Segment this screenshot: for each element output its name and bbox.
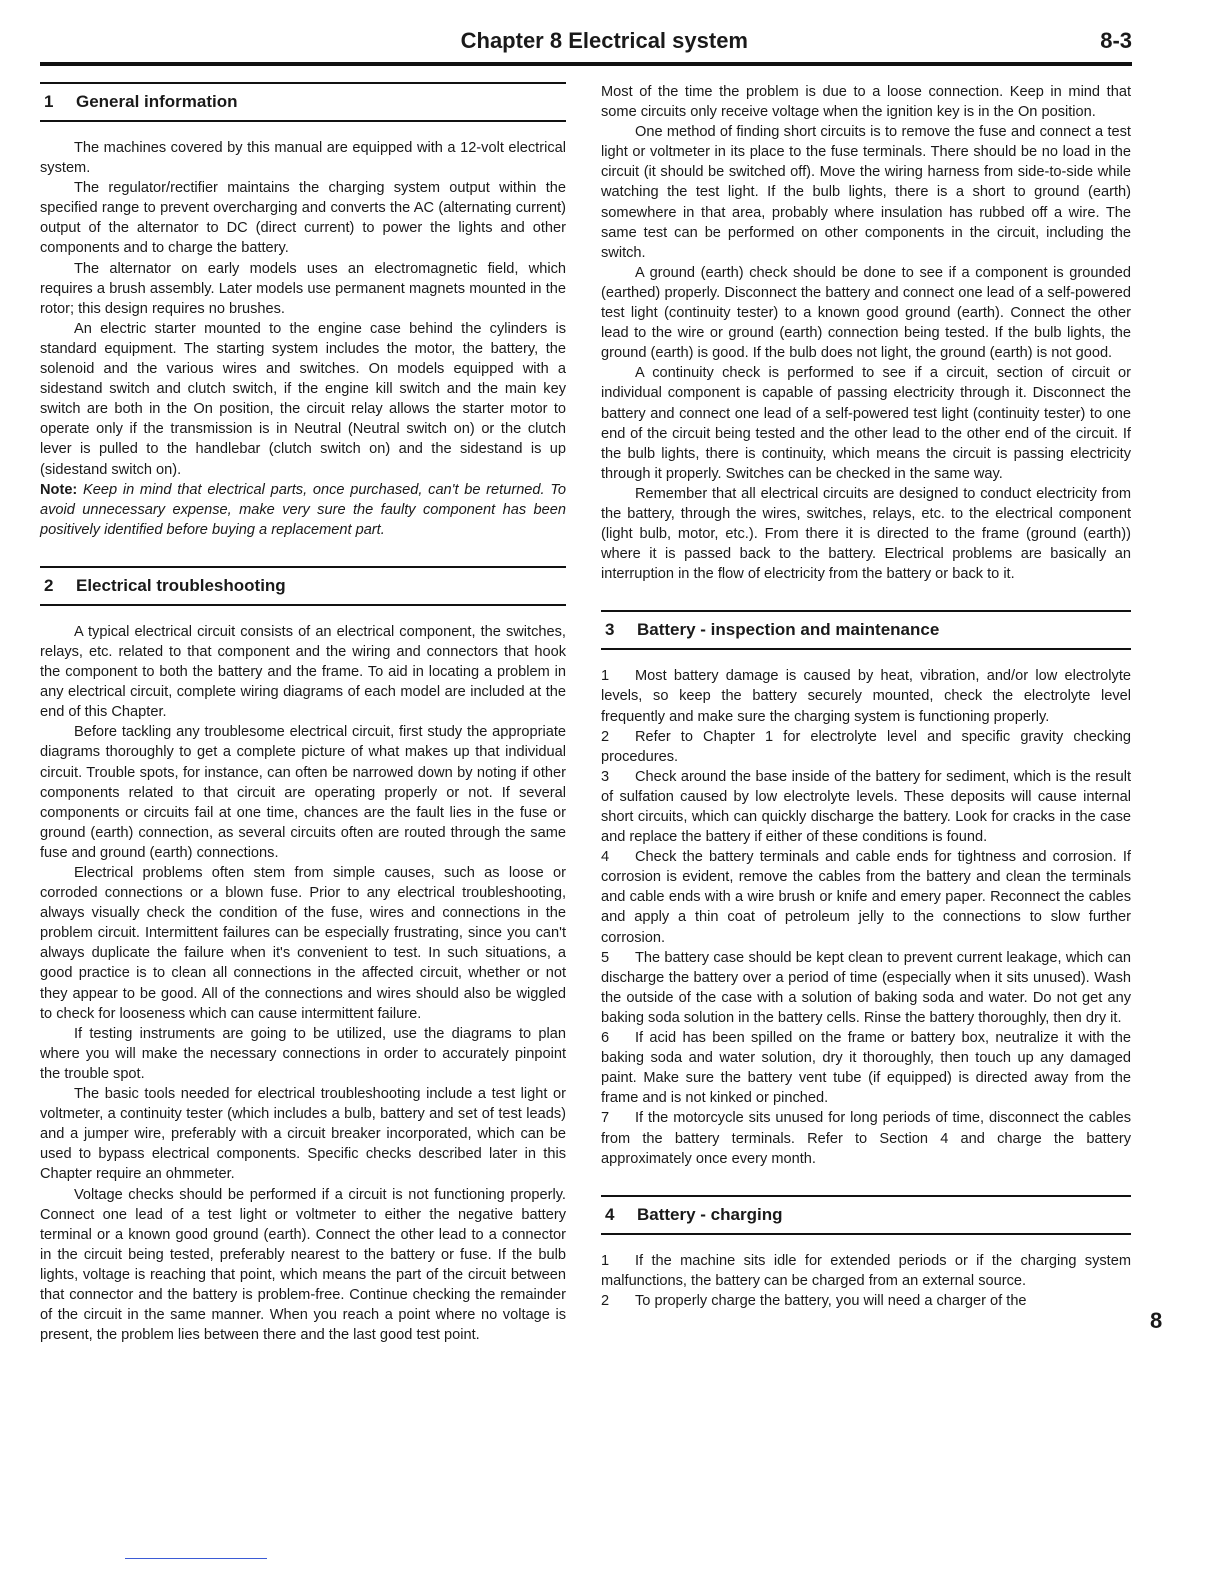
step-number: 6 — [601, 1030, 610, 1047]
note — [40, 480, 566, 540]
step — [601, 847, 1131, 947]
section-4 — [601, 1195, 1131, 1311]
step — [601, 1028, 1131, 1108]
section-title: Battery - inspection and maintenance — [637, 620, 940, 640]
paragraph: Voltage checks should be performed if a circuit is not functioning properly. Connect one lead of a test light or voltmeter to either the negative battery terminal or a known good ground (earth). Connect the other lead to a connector in the circuit being tested, preferably nearest to the battery or fuse. If the bulb lights, voltage is reaching that point, which means the part of the circuit between that connector and the battery is problem-free. Continue checking the remainder of the circuit in the same manner. When you reach a point where no voltage is present, the problem lies between there and the last good test point. — [40, 1186, 566, 1344]
chapter-title: Chapter 8 Electrical system — [460, 28, 748, 53]
step-number: 2 — [601, 728, 610, 745]
header-rule — [40, 62, 1132, 66]
section-number: 2 — [44, 575, 54, 595]
step-text: Most battery damage is caused by heat, vibration, and/or low electrolyte levels, so keep the battery securely mounted, check the electrolyte level frequently and make sure the charging system is functioning properly. — [601, 668, 1131, 725]
paragraph: The machines covered by this manual are equipped with a 12-volt electrical system. — [40, 140, 566, 177]
page-header — [40, 26, 1132, 56]
step-text: The battery case should be kept clean to prevent current leakage, which can discharge the battery over a period of time (especially when it sits unused). Wash the outside of the case with a solution of baking soda and water. Do not get any baking soda solution in the battery cells. Rinse the battery thoroughly, then dry it. — [601, 949, 1131, 1026]
paragraph: Remember that all electrical circuits are designed to conduct electricity from the battery, through the wires, switches, relays, etc. to the electrical component (light bulb, motor, etc.). From there it is directed to the frame (ground (earth)) where it is passed back to the battery. Electrical problems are basically an interruption in the flow of electricity from the battery or back to it. — [601, 485, 1131, 583]
section-title: Battery - charging — [637, 1204, 783, 1224]
step — [601, 948, 1131, 1028]
section-3-heading — [601, 610, 1131, 650]
paragraph: A continuity check is performed to see if a circuit, section of circuit or individual component is capable of passing electricity through it. Disconnect the battery and connect one lead of a self-powered test light (continuity tester) to one end of the circuit being tested and the other lead to the other end of the circuit. If the bulb lights, there is continuity, which means the circuit is passing electricity through it properly. Switches can be checked in the same way. — [601, 365, 1131, 482]
step — [601, 1108, 1131, 1168]
section-number: 1 — [44, 92, 54, 111]
step — [601, 1291, 1131, 1311]
section-title: General information — [76, 92, 238, 111]
paragraph: Electrical problems often stem from simple causes, such as loose or corroded connections or a blown fuse. Prior to any electrical troubleshooting, always visually check the condition of the fuse, wires and connections in the problem circuit. Intermittent failures can be especially frustrating, since you can't always duplicate the failure when it's convenient to test. In such situations, a good practice is to clean all connections in the affected circuit, whether or not they appear to be good. All of the connections and wires should also be wiggled to check for looseness which can cause intermittent failure. — [40, 865, 566, 1022]
step-text: Check around the base inside of the battery for sediment, which is the result of sulfation caused by low electrolyte levels. These deposits will cause internal short circuits, which can quickly discharge the battery. Look for cracks in the case and replace the battery if either of these conditions is found. — [601, 768, 1131, 846]
section-number: 4 — [605, 1204, 615, 1224]
step — [601, 767, 1131, 847]
step-number: 2 — [601, 1292, 610, 1309]
step — [601, 727, 1131, 767]
section-2-heading — [40, 566, 566, 606]
section-4-heading — [601, 1195, 1131, 1235]
step — [601, 666, 1131, 726]
section-2 — [40, 566, 566, 1345]
step-number: 7 — [601, 1110, 610, 1127]
paragraph: Most of the time the problem is due to a loose connection. Keep in mind that some circuits only receive voltage when the ignition key is in the On position. — [601, 84, 1131, 121]
paragraph: A ground (earth) check should be done to see if a component is grounded (earthed) properly. Disconnect the battery and connect one lead of a self-powered test light (continuity tester) to a known good ground (earth). Connect the other lead to the wire or ground (earth) connection being tested. If the bulb lights, the ground (earth) is good. If the bulb does not light, the ground (earth) is not good. — [601, 264, 1131, 362]
section-title: Electrical troubleshooting — [76, 575, 286, 595]
paragraph: The regulator/rectifier maintains the charging system output within the specified range to prevent overcharging and converts the AC (alternating current) output of the alternator to DC (direct current) to power the lights and other components and to charge the battery. — [40, 180, 566, 257]
paragraph: A typical electrical circuit consists of an electrical component, the switches, relays, etc. related to that component and the wiring and connectors that hook the component to both the battery and the frame. To aid in locating a problem in any electrical circuit, complete wiring diagrams of each model are included at the end of this Chapter. — [40, 623, 566, 721]
step-text: If the motorcycle sits unused for long periods of time, disconnect the cables from the battery terminals. Refer to Section 4 and charge the battery approximately once every month. — [601, 1110, 1131, 1167]
section-3 — [601, 610, 1131, 1168]
step-number: 1 — [601, 668, 610, 685]
step-text: If the machine sits idle for extended periods or if the charging system malfunctions, the battery can be charged from an external source. — [601, 1252, 1131, 1289]
section-number: 3 — [605, 620, 615, 640]
right-column — [601, 82, 1131, 1311]
page-number: 8-3 — [1100, 28, 1132, 53]
step-number: 5 — [601, 949, 610, 966]
step-text: To properly charge the battery, you will need a charger of the — [635, 1292, 1027, 1309]
paragraph: If testing instruments are going to be utilized, use the diagrams to plan where you will make the necessary connections in order to accurately pinpoint the trouble spot. — [40, 1025, 566, 1082]
chapter-tab-marker: 8 — [1150, 1308, 1163, 1333]
left-column — [40, 82, 566, 1345]
step-text: If acid has been spilled on the frame or battery box, neutralize it with the baking soda and water solution, dry it thoroughly, then touch up any damaged paint. Make sure the battery vent tube (if equipped) is directed away from the frame and is not kinked or pinched. — [601, 1030, 1131, 1107]
step-number: 3 — [601, 768, 610, 785]
step-number: 4 — [601, 849, 610, 866]
paragraph: An electric starter mounted to the engine case behind the cylinders is standard equipment. The starting system includes the motor, the battery, the solenoid and the various wires and switches. On models equipped with a sidestand switch and clutch switch, if the engine kill switch and the main key switch are both in the On position, the circuit relay allows the starter motor to operate only if the transmission is in Neutral (Neutral switch on) or the clutch lever is pulled to the handlebar (clutch switch on) and the sidestand is up (sidestand switch on). — [40, 320, 566, 478]
paragraph: The basic tools needed for electrical troubleshooting include a test light or voltmeter, a continuity tester (which includes a bulb, battery and set of test leads) and a jumper wire, preferably with a circuit breaker incorporated, which can be used to bypass electrical components. Specific checks described later in this Chapter require an ohmmeter. — [40, 1086, 566, 1183]
step-text: Refer to Chapter 1 for electrolyte level and specific gravity checking procedures. — [601, 728, 1131, 765]
step-number: 1 — [601, 1252, 610, 1269]
note-text: Keep in mind that electrical parts, once purchased, can't be returned. To avoid unnecessary expense, make very sure the faulty component has been positively identified before buying a replacement part. — [40, 481, 567, 538]
footer-line — [125, 1558, 267, 1559]
step-text: Check the battery terminals and cable ends for tightness and corrosion. If corrosion is evident, remove the cables from the battery and clean the terminals and cable ends with a wire brush or knife and emery paper. Reconnect the cables and apply a thin coat of petroleum jelly to the connections to slow further corrosion. — [601, 849, 1131, 946]
section-1-heading — [40, 82, 566, 122]
step — [601, 1251, 1131, 1291]
paragraph: One method of finding short circuits is to remove the fuse and connect a test light or voltmeter in its place to the fuse terminals. There should be no load in the circuit (it should be switched off). Move the wiring harness from side-to-side while watching the test light. If the bulb lights, there is a short to ground (earth) somewhere in that area, probably where insulation has rubbed off a wire. The same test can be performed on other components in the circuit, including the switch. — [601, 124, 1131, 261]
paragraph: Before tackling any troublesome electrical circuit, first study the appropriate diagrams thoroughly to get a complete picture of what makes up that individual circuit. Trouble spots, for instance, can often be narrowed down by noting if other components related to that circuit are operating properly or not. If several components or circuits fail at one time, chances are the fault lies in the fuse or ground (earth) connection, as several circuits often are routed through the same fuse and ground (earth) connections. — [40, 724, 566, 861]
paragraph: The alternator on early models uses an electromagnetic field, which requires a brush assembly. Later models use permanent magnets mounted in the rotor; this design requires no brushes. — [40, 260, 566, 317]
note-label: Note: — [40, 481, 78, 498]
